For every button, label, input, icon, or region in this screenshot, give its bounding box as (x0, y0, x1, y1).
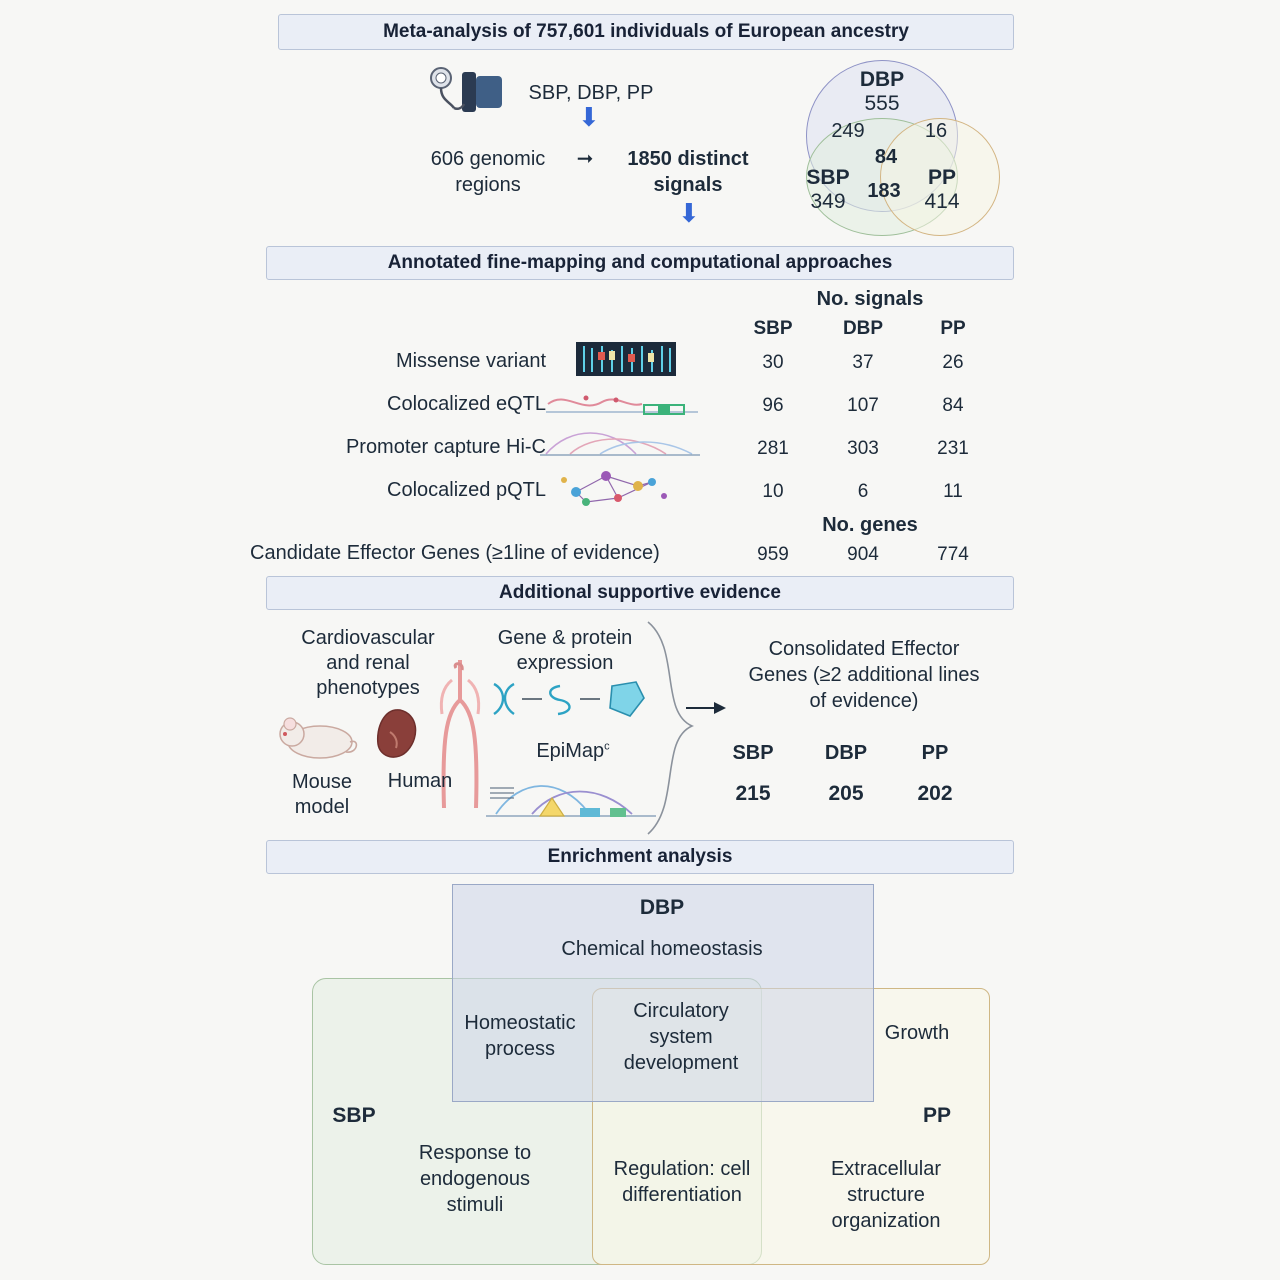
genomic-regions-line2: regions (455, 174, 521, 196)
candidate-genes-dbp: 904 (847, 544, 879, 565)
row-pqtl-dbp: 6 (857, 481, 869, 502)
consolidated-column-pp: PP (921, 742, 949, 764)
row-hic-sbp: 281 (757, 438, 789, 459)
chromatin-loop-icon (540, 424, 700, 465)
row-hic-label: Promoter capture Hi-C (345, 436, 546, 458)
venn-bottom-dbp-term: Chemical homeostasis (561, 938, 763, 960)
consolidated-line2: Genes (≥2 additional lines (748, 664, 980, 686)
arrow-down-signals: ⬇ (678, 198, 700, 228)
expression-line1: Gene & protein (497, 627, 633, 649)
distinct-signals-line1: 1850 distinct (627, 148, 749, 170)
epimap-label (490, 740, 656, 763)
row-pqtl-label: Colocalized pQTL (387, 479, 546, 501)
row-eqtl-label: Colocalized eQTL (387, 393, 546, 415)
pp-line2: structure (847, 1184, 925, 1206)
row-pqtl-sbp: 10 (762, 481, 784, 502)
genomic-regions-label (380, 146, 596, 198)
mouse-model-label (272, 770, 372, 820)
center-line1: Circulatory (633, 1000, 729, 1022)
sbp-line3: stimuli (446, 1194, 504, 1216)
kidney-icon (366, 706, 422, 769)
row-hic-pp: 231 (937, 438, 969, 459)
gene-protein-expression-label (470, 626, 660, 676)
mouse-model-line1: Mouse (291, 771, 353, 793)
venn-bottom-sbp-label: SBP (332, 1104, 376, 1127)
consolidated-value-sbp: 215 (735, 782, 771, 805)
row-eqtl-sbp: 96 (762, 395, 784, 416)
venn-top-sbp-pp-value: 183 (867, 180, 901, 202)
expression-icon (484, 676, 654, 727)
venn-bottom-dbp-sbp-term (442, 1010, 598, 1062)
center-line2: system (649, 1026, 713, 1048)
venn-bottom-sbp-pp-term (592, 1156, 772, 1208)
dbp-sbp-line2: process (484, 1038, 556, 1060)
signals-column-dbp: DBP (842, 318, 884, 339)
venn-top-dbp-value: 555 (864, 92, 900, 115)
genes-header: No. genes (822, 514, 918, 536)
venn-top-pp-value: 414 (924, 190, 960, 213)
mouse-icon (276, 708, 360, 769)
consolidated-value-pp: 202 (917, 782, 953, 805)
cardiorenal-line3: phenotypes (316, 677, 420, 699)
venn-bottom-center-term (598, 998, 764, 1076)
venn-top-dbp-sbp-value: 249 (831, 120, 865, 142)
candidate-genes-pp: 774 (937, 544, 969, 565)
row-hic-dbp: 303 (847, 438, 879, 459)
sbp-pp-line1: Regulation: cell (613, 1158, 751, 1180)
pp-line1: Extracellular (830, 1158, 942, 1180)
mouse-model-line2: model (294, 796, 350, 818)
distinct-signals-line2: signals (653, 174, 723, 196)
human-label: Human (387, 770, 453, 792)
venn-bottom-sbp-term (380, 1140, 570, 1218)
epimap-text: EpiMap (536, 740, 605, 762)
consolidated-line3: of evidence) (809, 690, 919, 712)
dbp-sbp-line1: Homeostatic (464, 1012, 576, 1034)
sbp-line1: Response to (418, 1142, 532, 1164)
cardiorenal-line1: Cardiovascular (301, 627, 435, 649)
row-missense-label: Missense variant (395, 350, 546, 372)
signals-column-sbp: SBP (753, 318, 793, 339)
traits-label: SBP, DBP, PP (528, 82, 654, 104)
consolidated-genes-label (716, 636, 1012, 714)
expression-line2: expression (516, 652, 614, 674)
sbp-pp-line2: differentiation (622, 1184, 742, 1206)
row-missense-dbp: 37 (852, 352, 874, 373)
banner-supportive-evidence-label: Additional supportive evidence (499, 582, 781, 603)
banner-fine-mapping-label: Annotated fine-mapping and computational approaches (387, 252, 893, 273)
banner-supportive-evidence (266, 576, 1014, 610)
arrow-down-traits: ⬇ (578, 102, 600, 132)
row-eqtl-pp: 84 (942, 395, 964, 416)
venn-top-sbp-label: SBP (806, 166, 850, 189)
venn-top-dbp-label: DBP (859, 68, 905, 91)
venn-top-sbp-value: 349 (810, 190, 846, 213)
pp-line3: organization (831, 1210, 941, 1232)
consolidated-line1: Consolidated Effector (768, 638, 960, 660)
center-line3: development (623, 1052, 739, 1074)
protein-network-icon (556, 462, 682, 515)
epimap-track-icon (480, 770, 660, 831)
venn-top-dbp-pp-value: 16 (924, 120, 948, 142)
banner-meta-analysis-label: Meta-analysis of 757,601 individuals of European ancestry (383, 21, 909, 42)
candidate-genes-sbp: 959 (757, 544, 789, 565)
consolidated-column-dbp: DBP (824, 742, 868, 764)
banner-enrichment-analysis-label: Enrichment analysis (547, 846, 733, 867)
grouping-brace (640, 620, 704, 841)
signals-table-header: No. signals (816, 288, 924, 310)
blood-pressure-cuff-icon (424, 66, 510, 118)
venn-bottom-pp-label: PP (922, 1104, 951, 1127)
consolidated-value-dbp: 205 (828, 782, 864, 805)
banner-meta-analysis (278, 14, 1014, 50)
gene-track-icon (546, 388, 698, 423)
genomic-regions-line1: 606 genomic (430, 148, 546, 170)
distinct-signals-label (600, 146, 776, 198)
venn-bottom-dbp-label: DBP (639, 896, 685, 919)
consolidated-column-sbp: SBP (732, 742, 774, 764)
candidate-effector-genes-label: Candidate Effector Genes (≥1line of evidence) (250, 542, 660, 564)
venn-top-center-value: 84 (874, 146, 898, 168)
banner-fine-mapping (266, 246, 1014, 280)
epimap-superscript: c (604, 740, 610, 753)
row-missense-sbp: 30 (762, 352, 784, 373)
row-missense-pp: 26 (942, 352, 964, 373)
arrow-right-regions: ➞ (576, 148, 594, 170)
venn-bottom-pp-term (790, 1156, 982, 1234)
row-pqtl-pp: 11 (943, 481, 963, 502)
venn-bottom-dbp-pp-term: Growth (884, 1022, 950, 1044)
signals-column-pp: PP (940, 318, 966, 339)
row-eqtl-dbp: 107 (847, 395, 879, 416)
venn-top-pp-label: PP (927, 166, 956, 189)
banner-enrichment-analysis (266, 840, 1014, 874)
sbp-line2: endogenous (419, 1168, 531, 1190)
cardiorenal-line2: and renal (326, 652, 410, 674)
alignment-icon (576, 342, 676, 381)
